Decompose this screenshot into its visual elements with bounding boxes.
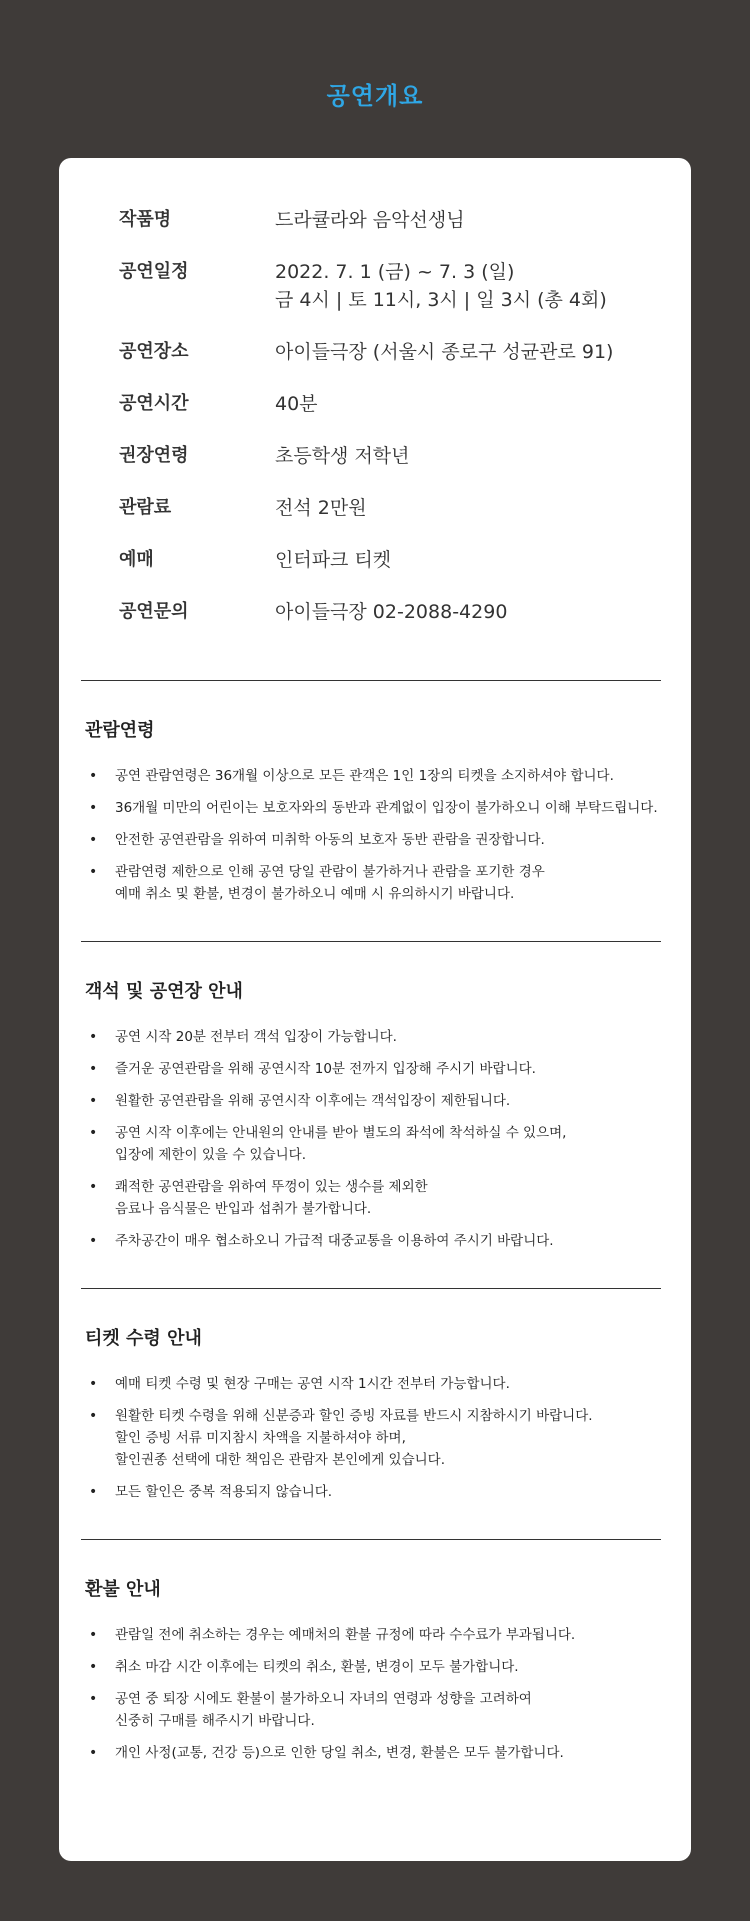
overview-value	[275, 598, 507, 626]
notice-section	[81, 681, 661, 941]
overview-row	[119, 390, 661, 418]
section-title: 객석 및 공연장 안내	[85, 981, 243, 1002]
overview-value	[275, 338, 613, 366]
page-title: 공연개요	[326, 82, 424, 110]
list-item-line: • 주차공간이 매우 협소하오니 가급적 대중교통을 이용하여 주시기 바랍니다.	[115, 1233, 554, 1249]
list-item	[81, 861, 661, 905]
list-item-line: 입장에 제한이 있을 수 있습니다.	[115, 1147, 306, 1163]
overview-value	[275, 494, 367, 522]
notice-list	[81, 1026, 661, 1252]
overview-value	[275, 546, 391, 574]
list-item-line: 할인권종 선택에 대한 책임은 관람자 본인에게 있습니다.	[115, 1452, 445, 1468]
list-item-line: • 원활한 티켓 수령을 위해 신분증과 할인 증빙 자료를 반드시 지참하시기 바랍니다.	[115, 1408, 593, 1424]
list-item-line: • 공연 중 퇴장 시에도 환불이 불가하오니 자녀의 연령과 성향을 고려하여	[115, 1691, 532, 1707]
list-item	[81, 1405, 661, 1471]
notice-list	[81, 765, 661, 905]
overview-label: 관람료	[119, 497, 172, 518]
overview-row	[119, 338, 661, 366]
overview-value	[275, 258, 607, 314]
list-item	[81, 1373, 661, 1395]
section-title: 티켓 수령 안내	[85, 1328, 202, 1349]
list-item-line: • 공연 시작 이후에는 안내원의 안내를 받아 별도의 좌석에 착석하실 수 있으며,	[115, 1125, 567, 1141]
list-item-line: • 개인 사정(교통, 건강 등)으로 인한 당일 취소, 변경, 환불은 모두 불가합니다.	[115, 1745, 564, 1761]
list-item-line: • 취소 마감 시간 이후에는 티켓의 취소, 환불, 변경이 모두 불가합니다.	[115, 1659, 519, 1675]
list-item	[81, 1026, 661, 1048]
overview-row	[119, 258, 661, 314]
overview-value-line: 아이들극장 (서울시 종로구 성균관로 91)	[275, 341, 614, 363]
overview-value-line: 초등학생 저학년	[275, 445, 410, 467]
list-item-line: • 관람연령 제한으로 인해 공연 당일 관람이 불가하거나 관람을 포기한 경우	[115, 864, 545, 880]
list-item	[81, 797, 661, 819]
list-item-line: • 관람일 전에 취소하는 경우는 예매처의 환불 규정에 따라 수수료가 부과됩니다.	[115, 1627, 576, 1643]
overview-row	[119, 598, 661, 626]
notice-section	[81, 942, 661, 1288]
list-item	[81, 1230, 661, 1252]
notice-list	[81, 1373, 661, 1503]
list-item-line: • 즐거운 공연관람을 위해 공연시작 10분 전까지 입장해 주시기 바랍니다.	[115, 1061, 536, 1077]
overview-table	[119, 206, 661, 626]
list-item-line: • 공연 시작 20분 전부터 객석 입장이 가능합니다.	[115, 1029, 397, 1045]
overview-card	[59, 158, 691, 1861]
list-item	[81, 765, 661, 787]
list-item-line: • 예매 티켓 수령 및 현장 구매는 공연 시작 1시간 전부터 가능합니다.	[115, 1376, 510, 1392]
list-item	[81, 1624, 661, 1646]
overview-label: 권장연령	[119, 445, 189, 466]
overview-row	[119, 494, 661, 522]
section-title: 환불 안내	[85, 1579, 161, 1600]
list-item	[81, 1176, 661, 1220]
notice-section	[81, 1540, 661, 1800]
overview-row	[119, 442, 661, 470]
overview-value-line: 40분	[275, 393, 318, 415]
overview-label: 공연일정	[119, 261, 189, 282]
list-item-line: • 36개월 미만의 어린이는 보호자와의 동반과 관계없이 입장이 불가하오니 이해 부탁드립니다.	[115, 800, 658, 816]
list-item-line: • 공연 관람연령은 36개월 이상으로 모든 관객은 1인 1장의 티켓을 소지하셔야 합니다.	[115, 768, 614, 784]
overview-label: 작품명	[119, 209, 172, 230]
list-item-line: 음료나 음식물은 반입과 섭취가 불가합니다.	[115, 1201, 372, 1217]
overview-value-line: 드라큘라와 음악선생님	[275, 209, 465, 231]
notice-list	[81, 1624, 661, 1764]
overview-value-line: 금 4시 | 토 11시, 3시 | 일 3시 (총 4회)	[275, 289, 607, 311]
list-item	[81, 1742, 661, 1764]
list-item-line: 예매 취소 및 환불, 변경이 불가하오니 예매 시 유의하시기 바랍니다.	[115, 886, 515, 902]
overview-value-line: 2022. 7. 1 (금) ~ 7. 3 (일)	[275, 261, 515, 283]
list-item-line: • 원활한 공연관람을 위해 공연시작 이후에는 객석입장이 제한됩니다.	[115, 1093, 511, 1109]
section-title: 관람연령	[85, 720, 155, 741]
list-item	[81, 1481, 661, 1503]
overview-value-line: 전석 2만원	[275, 497, 367, 519]
list-item-line: 할인 증빙 서류 미지참시 차액을 지불하셔야 하며,	[115, 1430, 406, 1446]
notice-section	[81, 1289, 661, 1539]
list-item	[81, 1122, 661, 1166]
list-item	[81, 1688, 661, 1732]
overview-label: 공연문의	[119, 601, 189, 622]
list-item	[81, 829, 661, 851]
overview-label: 예매	[119, 549, 154, 570]
overview-value-line: 인터파크 티켓	[275, 549, 392, 571]
list-item-line: 신중히 구매를 해주시기 바랍니다.	[115, 1713, 315, 1729]
list-item-line: • 안전한 공연관람을 위하여 미취학 아동의 보호자 동반 관람을 권장합니다.	[115, 832, 545, 848]
overview-label: 공연시간	[119, 393, 189, 414]
overview-row	[119, 206, 661, 234]
overview-value	[275, 442, 410, 470]
overview-value	[275, 206, 465, 234]
overview-value-line: 아이들극장 02-2088-4290	[275, 601, 508, 623]
overview-row	[119, 546, 661, 574]
list-item-line: • 모든 할인은 중복 적용되지 않습니다.	[115, 1484, 333, 1500]
list-item	[81, 1058, 661, 1080]
list-item	[81, 1090, 661, 1112]
notice-sections	[81, 680, 661, 1800]
list-item-line: • 쾌적한 공연관람을 위하여 뚜껑이 있는 생수를 제외한	[115, 1179, 428, 1195]
overview-value	[275, 390, 318, 418]
overview-label: 공연장소	[119, 341, 189, 362]
list-item	[81, 1656, 661, 1678]
